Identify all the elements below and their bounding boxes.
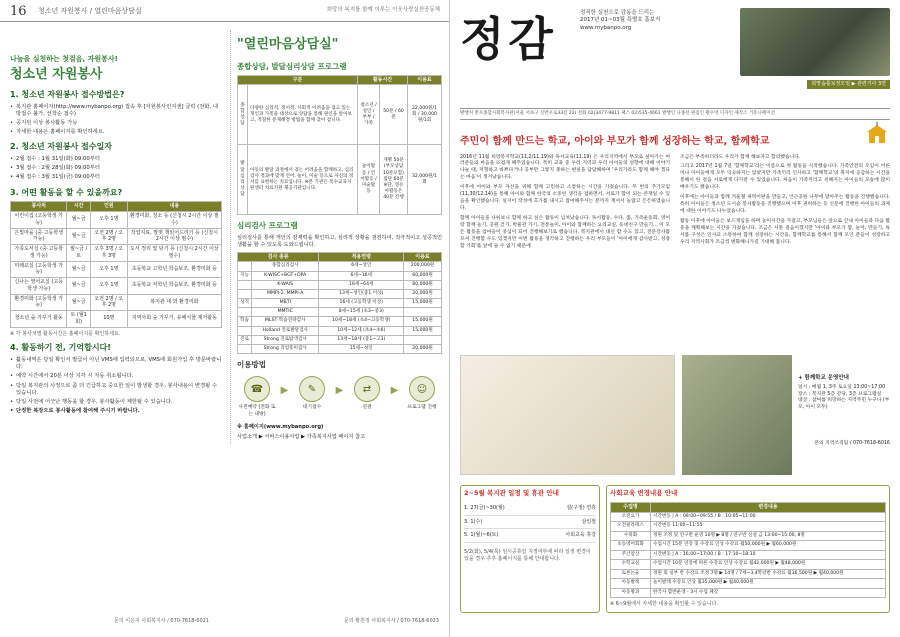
paragraph: 2016년 11월 희망복지학교(11,2/11,19)와 독서교육(11,19) 은 우리지역에서 부모로 살아가는 여러분들의 마음을 뜨겁게 해주었습니다. 특히 교육 중 우리 지역과 우리 아이들의 성향에 대해 이야기 나눌 때, 저형하고 바쁘다거나 공부만 그렇지 못하는 현실을 담담해하며 '우리가라도 함께 해야 겠다는 마음'이 생겨났습니다. xyxy=(460,154,670,181)
c2-footer: 문의 황원정 사회복지사 / 070-7618-6023 xyxy=(344,618,439,625)
step-label: 연결 xyxy=(362,405,372,411)
cell: 월~금 xyxy=(67,278,90,295)
table-header: 시간 xyxy=(67,202,90,212)
step xyxy=(237,376,277,418)
cell: 오후 1명 xyxy=(90,278,127,295)
s1-list xyxy=(10,104,222,137)
publisher-info: 발행처 반포종합사회복지관(서울 서초구 신반포로33길 22) 전화 02)3477-9811 팩스 02)535-4661 발행인 나종선 편집인 황수영 디자인 제작스 거흥니페이션 xyxy=(460,108,890,120)
table-header: 구분 xyxy=(238,75,358,85)
list-item: • 공지된 이상 봉사활동 가능 xyxy=(10,120,222,127)
table-row xyxy=(238,289,442,298)
cell: 종합상담 xyxy=(238,85,248,145)
issue-info: 2017년 01~03월 특별호 홈보지 www.mybanpo.org xyxy=(580,17,661,31)
table-header: 내용 xyxy=(127,202,221,212)
table-note: ※ 각 봉사처별 활동시간은 홈페이지를 확인하세요. xyxy=(10,330,121,337)
cell: 월~금 xyxy=(67,261,90,278)
cell: 진로 xyxy=(238,335,252,344)
cell: 오전요가 xyxy=(611,512,651,522)
table-header: 인원 xyxy=(90,202,127,212)
slogan: 정직한 실천으로 감동을 드리는 xyxy=(580,10,655,16)
cell: K-WISC+BGT+DPA xyxy=(252,271,319,280)
table-header: 봉사처 xyxy=(11,202,67,212)
step-label: 대기접수 xyxy=(302,405,322,411)
table-row xyxy=(238,280,442,289)
cell: 수학교실 xyxy=(611,560,651,570)
cell: 환경미화, 청소 등 (신청시 2시간 이상 필수) xyxy=(127,212,221,229)
cell: 놀이발레 수강료 인상 월35,000원 ▶ 월40,000원 xyxy=(651,579,886,589)
link-icon: ⇄ xyxy=(354,376,380,402)
page-section: 청소년 자원봉사 / 열린마음상담실 xyxy=(38,7,142,15)
list-item: • 당일 사전에 어긋난 행동을 할 경우, 봉사활동이 제한될 수 있습니다. xyxy=(10,399,222,406)
cell: 작업지료, 말벗 책읽어드리기 등 (신청시 2시간 이상 필수) xyxy=(127,228,221,245)
event: 사회교육 휴강 xyxy=(565,532,596,539)
cell: 10세~18세 (초4~고등학생) xyxy=(319,317,404,326)
cell: 10세~12세 (초4~초6) xyxy=(319,326,404,335)
kicker: 나눔을 실천하는 첫걸음, 자원봉사! xyxy=(10,55,118,63)
table-row xyxy=(238,145,442,215)
cell: 가족도서실 (중·고등학생 가능) xyxy=(11,245,67,262)
cell: 60,000원 xyxy=(404,271,442,280)
cell: 한국사 합반운영 - 3시 수업 폐강 xyxy=(651,588,886,598)
cell: 초등학교 고학년 학습보조, 환경미화 등 xyxy=(127,261,221,278)
main-article xyxy=(460,135,890,254)
usage-title: 이용방법 xyxy=(237,360,266,370)
cell: 정원 및 일부 반 수강료 조정 7명 ▶ 14명 / 7세~3,4학년반 수강료 월36,500원 ▶ 월40,000원 xyxy=(651,569,886,579)
cell: 종합심리검사 xyxy=(252,262,319,271)
cell xyxy=(238,289,252,298)
s4-list xyxy=(10,357,222,415)
masthead xyxy=(450,0,900,100)
class-change-box xyxy=(606,485,890,613)
cell: 은빛마을 (중·고등학생 가능) xyxy=(11,228,67,245)
article-photos xyxy=(460,355,890,475)
table-header: 변경내용 xyxy=(651,502,886,512)
cell: 초등영어회화 xyxy=(611,541,651,551)
cell: 200,000원 xyxy=(404,262,442,271)
table-row xyxy=(11,245,222,262)
table-row xyxy=(11,228,222,245)
cell: 13세~성인(중1 이상) xyxy=(319,289,404,298)
list-item: • 3월 접수 : 2월 28일(화) 09:00부터 xyxy=(10,165,222,172)
table-header: 이용료 xyxy=(404,252,442,262)
cell: 도서 정리 및 닦기 등 (신청시 2시간 이상 필수) xyxy=(127,245,221,262)
cell: 15,000원 xyxy=(404,326,442,335)
cell: 개별 50분 (부모상담 10분포함) 집단 60분 ※단, 영유아활동은 40분 진행 xyxy=(380,145,408,215)
homepage-note: ※ 홈페이지(www.mybanpo.org) xyxy=(237,424,324,431)
people-icon: ☺ xyxy=(409,376,435,402)
activity-photo xyxy=(682,355,792,475)
info-boxes xyxy=(460,485,890,613)
cell: 오후 1명 xyxy=(90,261,127,278)
cell: 수업시간 15분 연장 및 수강료 인상 수강료 월50,000원 ▶ 월60,000원 xyxy=(651,541,886,551)
paragraph: 이후에는 아이들과 함께 겨울철 새먹이판을 만들고, 인근공원 나무에 달아주는 활동을 진행했습니다. 특히 아이들은 청소년 도시숲 봉사활동을 진행했으며 이후 권희하는 등 신문에 진행한 아이들의 과제에 대한 이야기도 나누었습니다. xyxy=(680,195,890,215)
cell: 초등학교 저학년 학습보조, 환경미화 등 xyxy=(127,278,221,295)
cell: 아동방과 xyxy=(611,588,651,598)
s1-title: 1. 청소년 자원봉사 접수방법은? xyxy=(10,89,125,99)
table-row xyxy=(238,335,442,344)
date: 1. 27(금)~30(월) xyxy=(464,504,505,511)
cell: 13세~18세 (중1~고3) xyxy=(319,335,404,344)
s3-title: 3. 어떤 활동을 할 수 있을까요? xyxy=(10,187,123,197)
cell: 오후 3명 / 오후 3명 xyxy=(90,245,127,262)
psych-table xyxy=(237,252,442,355)
table-row xyxy=(611,531,886,541)
cell xyxy=(238,262,252,271)
masthead-slogan xyxy=(580,10,700,32)
logo: 정감 xyxy=(460,12,557,66)
list-item xyxy=(464,529,596,543)
cell: Holland 진로발달검사 xyxy=(252,326,319,335)
arrow-icon: ▶ xyxy=(335,385,344,397)
cell: K-WAIS xyxy=(252,280,319,289)
cell: 토 (월1회) xyxy=(67,311,90,328)
table-row xyxy=(611,579,886,589)
cell: 20,000원 xyxy=(404,289,442,298)
list-item: • 단정한 복장으로 봉사활동에 참여해 주시기 바랍니다. xyxy=(10,408,222,415)
cell: 놀이활동 / 언어활동 / 미술활동 xyxy=(358,145,380,215)
cell: 10명 xyxy=(90,311,127,328)
cell: Strong 진로탐색검사 xyxy=(252,335,319,344)
cell: Strong 직업흥미검사 xyxy=(252,345,319,354)
table-row xyxy=(238,308,442,317)
cell: 20,000원 xyxy=(404,345,442,354)
list-item: • 당일 복지관의 사정으로 좀 더 긴급하고 중요한 일이 발생할 경우, 봉사내용이 변경될 수 있습니다. xyxy=(10,383,222,397)
table-row xyxy=(611,560,886,570)
table-row xyxy=(611,541,886,551)
cell: 월~금 xyxy=(67,228,90,245)
counseling-title: "열린마음상담실" xyxy=(237,37,339,52)
step xyxy=(347,376,387,418)
table-row xyxy=(238,271,442,280)
table-header: 활동시간 xyxy=(358,75,408,85)
article-footer: 문의 지역조직팀 / 070-7618-6016 xyxy=(814,441,890,447)
s4-title: 4. 활동하기 전, 기억합시다! xyxy=(10,343,111,353)
cell: 오전 2명 / 오후 2명 xyxy=(90,228,127,245)
page-tagline: 희망의 복지를 함께 이루는 이웃사랑실천공동체 xyxy=(326,7,440,13)
list-item: • 예약 시간에서 20분 이상 지각 시 자동 취소됩니다. xyxy=(10,373,222,380)
paragraph: 활동 이후에 아이들은 보드게임을 하며 놀이시간을 가졌고, 부모님들은 앞으로 산내 아이들과 다음 활동을 계획해보는 시간을 가졌습니다. 조금은 서툰 걸음이겠지만 '아이와 부모가 함, 놀이, 만들기, 독서를 구성은 인사교 소통하여 함께 성장하는 시간을, 함께학교를 통해서 함께 모인 분들이 성장하고 우리 지역사회가 조금씩 변화해나가길 기대해 봅니다. xyxy=(680,219,890,245)
article-title: 주민이 함께 만드는 학교, 아이와 부모가 함께 성장하는 학교, 함께학교 xyxy=(460,136,770,147)
table-header: 적용연령 xyxy=(319,252,404,262)
page-header xyxy=(0,0,450,22)
cell: 다양한 심리적, 정서적, 사회적 어려움을 겪고 있는 개인과 가족을 대상으로 상담을 통해 원인을 알아보고, 적절한 문제해결 방법을 함께 찾아 갑니다. xyxy=(248,85,358,145)
list-item: • 자세한 내용은 홈페이지를 확인하세요. xyxy=(10,129,222,136)
cell: 지역사회 숲 가꾸기, 유해식물 제거활동 xyxy=(127,311,221,328)
cell xyxy=(238,326,252,335)
cell: 32,000원/1회 xyxy=(408,145,442,215)
counseling-table xyxy=(237,75,442,216)
cell: 15세~성인 xyxy=(319,345,404,354)
paragraph: 함께 아이들을 나눠보니 함께 하고 싶은 활동이 넘쳐났습니다. 독서활동, 수다, 춤, 가족운동회, 영어랑 함께 놀기, 공원 걷기, 박물관 가기, 전통놀이, 아이와 함께하는 요리교실, 동네친구 만들기... 이 모든 활동을 엄마들이 중심이 되어 진행해보기로 했습니다. 복지관에서 대신 할 수도 있고, 전문강사를 모셔 진행할 수도 있겠지만 이번 활동을 생각하고 진행하는 우리 부모들이 '아이에게 감사받고, 성장할 기회'를 앞에 둘 수 없기 때문에 xyxy=(460,216,670,249)
list-item: 장소 : 복지관 5층 강당, 3층 프로그램실 xyxy=(798,391,882,397)
schedule-list xyxy=(464,502,596,543)
cell: 월~금 / 토 xyxy=(67,245,90,262)
cell: MMTIC xyxy=(252,308,319,317)
cell: MBTI xyxy=(252,299,319,308)
program-info xyxy=(798,375,890,448)
cell: 수업시간 10분 연장에 따른 수강료 인상 수강료 월42,000원 ▶ 월48,000원 xyxy=(651,560,886,570)
cell: 청소년 / 성인 / 부부 / 가족 xyxy=(358,85,380,145)
cell: 청소년 숲 가꾸기 활동 xyxy=(11,311,67,328)
cell: 지능 xyxy=(238,271,252,280)
cell: 시간변동 | A : 16:00~17:00 / B : 17:10~18:10 xyxy=(651,550,886,560)
cover-photo xyxy=(740,8,890,76)
clipboard-icon: ✎ xyxy=(299,376,325,402)
date: 5. 1(월)~6(토) xyxy=(464,532,499,539)
event: 설(구정) 연휴 xyxy=(566,504,596,511)
cell: MLST 학습전략검사 xyxy=(252,317,319,326)
cell: 오전 2명 / 오후 2명 xyxy=(90,294,127,311)
class-change-note: ※ 6~9월에서 자세한 내용을 확인할 수 있습니다. xyxy=(610,601,718,608)
cell: 8세~15세 (초3~중3) xyxy=(319,308,404,317)
list-item xyxy=(464,502,596,516)
table-header: 이용료 xyxy=(408,75,442,85)
class-change-title: 사회교육 변경내용 안내 xyxy=(610,489,678,497)
cell: 16세 (고등학생 이상) xyxy=(319,299,404,308)
cell: 주산암산 xyxy=(611,550,651,560)
program-title: + 함께학교 운영안내 xyxy=(798,375,849,381)
schedule-note: 5/2(화), 5/4(목) 임시공휴일 지정여부에 따라 일정 변경이 있을 경우 추후 홈페이지를 통해 안내합니다. xyxy=(464,549,591,562)
class-change-table xyxy=(610,502,886,598)
cell: 80,000원 xyxy=(404,280,442,289)
schedule-title: 2~5월 복지관 일정 및 휴관 안내 xyxy=(464,489,559,497)
cell: 토론논술 xyxy=(611,569,651,579)
cell xyxy=(404,335,442,344)
table-row xyxy=(11,261,222,278)
list-item: • 2월 접수 : 1월 31일(화) 09:00부터 xyxy=(10,156,222,163)
step-label: 프로그램 진행 xyxy=(407,405,437,411)
activity-table xyxy=(10,201,222,327)
cell: 어린이집 (고등학생 가능) xyxy=(11,212,67,229)
counseling-subtitle: 종합상담, 발달심리상담 프로그램 xyxy=(237,61,347,71)
cell: 16세~64세 xyxy=(319,280,404,289)
counseling-column xyxy=(230,30,442,444)
cell: 발달심리상담 xyxy=(238,145,248,215)
table-row xyxy=(11,212,222,229)
arrow-icon: ▶ xyxy=(390,385,399,397)
cell: 6세~성인 xyxy=(319,262,404,271)
right-page xyxy=(450,0,900,637)
cell xyxy=(404,308,442,317)
cell xyxy=(238,280,252,289)
table-row xyxy=(238,262,442,271)
cell: 월~금 xyxy=(67,294,90,311)
step-label: 사전예약 (전화 또는 내방) xyxy=(238,405,276,417)
table-row xyxy=(11,294,222,311)
phone-icon: ☎ xyxy=(244,376,270,402)
cell: 시간변동 | A : 09:00~09:55 / B : 10:05~11:00 xyxy=(651,512,886,522)
table-row xyxy=(238,326,442,335)
psych-title: 심리검사 프로그램 xyxy=(237,221,298,231)
arrow-icon: ▶ xyxy=(280,385,289,397)
photo-caption: 희망솜틀보정모임 ▶ 관련기사 3면 xyxy=(807,80,890,89)
handwritten-note-photo xyxy=(460,355,675,475)
list-item: 대상 : 참여를 희망하는 지역주민 누구나 (부모, 아이 모두) xyxy=(798,398,890,410)
cell: 오후 1명 xyxy=(90,212,127,229)
cell: 15,000원 xyxy=(404,317,442,326)
table-row xyxy=(611,550,886,560)
c1-footer: 문의 이은지 사회복지사 / 070-7618-6021 xyxy=(114,618,209,625)
list-item: • 4월 접수 : 3월 31일(금) 09:00부터 xyxy=(10,174,222,181)
table-header: 검사 종류 xyxy=(238,252,319,262)
table-row xyxy=(611,569,886,579)
volunteer-column xyxy=(10,30,222,417)
s2-title: 2. 청소년 자원봉사 접수일자 xyxy=(10,142,112,152)
homepage-path: 사업소개 ▶ 서비스이용사업 ▶ 가족복지사업 페이지 참고 xyxy=(237,434,366,441)
paragraph: 조금은 부족하더라도 우리가 함께 해보자고 합의했습니다. xyxy=(680,154,801,160)
cell: 학습 xyxy=(238,317,252,326)
cell: 6세~16세 xyxy=(319,271,404,280)
date: 3. 1(수) xyxy=(464,518,483,525)
cell: 아동발레 xyxy=(611,579,651,589)
cell: 아동의 발달 과정에서 겪는 어려움을 함께하고, 심리 검사 결과에 맞게 언어, 놀이, 미술 등으로 자신의 정서를 표현하는 치료입니다. ※본 기관은 특수교육지원센터 치료지원 제공기관입니다. xyxy=(248,145,358,215)
schedule-box xyxy=(460,485,600,613)
cell: 신나는 영어교실 (고등학생 가능) xyxy=(11,278,67,295)
cell: 오전필라테스 xyxy=(611,522,651,532)
step xyxy=(402,376,442,418)
table-row xyxy=(238,317,442,326)
page-number: 16 xyxy=(10,4,27,19)
cell: 환경미화 (고등학생 가능) xyxy=(11,294,67,311)
cell: 22,000원/1회 / 30,000원/1회 xyxy=(408,85,442,145)
cell: 50분 / 60분 xyxy=(380,85,408,145)
event: 삼일절 xyxy=(581,518,596,525)
volunteer-title: 청소년 자원봉사 xyxy=(10,67,103,83)
step xyxy=(292,376,332,418)
table-row xyxy=(238,299,442,308)
cell: 성격 xyxy=(238,299,252,308)
table-row xyxy=(238,345,442,354)
table-row xyxy=(11,311,222,328)
table-row xyxy=(611,512,886,522)
cell: 시간변동 11:00~11:55 xyxy=(651,522,886,532)
cell: 월~금 xyxy=(67,212,90,229)
list-item xyxy=(464,516,596,530)
usage-steps xyxy=(237,376,442,418)
cell: MMPI-2, MMPI-A xyxy=(252,289,319,298)
cell: 복지관 내·외 환경미화 xyxy=(127,294,221,311)
s2-list xyxy=(10,156,222,181)
cell: 15,000원 xyxy=(404,299,442,308)
table-header: 수업명 xyxy=(611,502,651,512)
psych-desc: 심리검사를 통해 개인의 잠재력을 확인하고, 심리적 상황을 점검하여, 적극적이고 성공적인 생활을 할 수 있도록 도와드립니다. xyxy=(237,234,442,248)
paragraph: 그리고 2017년 1월 7일 '함께학교'라는 이름으로 첫 활동을 시작했습니다. 가족안전의 모임이 어른이나 아이들에게 모두 익숙하지는 않았지만 가족끼리 인사하고 '함께학교'의 취지에 공감하는 시간을 통해서 한 걸음 서로에게 다가갈 수 있었습니다. 처음이 가족끼리고 친해지는 아이들의 모습에 많이 배우기도 했습니다. xyxy=(680,164,890,191)
paragraph: 이후에 아이와 부모 자신을 위해 함께 고민하고 소통하는 시간을 가졌습니다. 두 번의 추가모임(11,30/12,14)을 통해 아이와 함께 한국의 소중한 생각을 점하면서, 서로가 함이 되는 존재일 수 있음을 확인했습니다. 실지어 작성에 흐가를 내시고 참여해주시는 분까지 계셔서 놀랍고 든든하였습니다. xyxy=(460,185,670,212)
list-item: • 활동내역은 당일 확인서 발급이 아닌 VMS에 입력되므로, VMS에 회원가입 후 방문바랍니다. xyxy=(10,357,222,371)
cell: 미래교실 (고등학생 가능) xyxy=(11,261,67,278)
table-row xyxy=(238,85,442,145)
table-row xyxy=(11,278,222,295)
article-body xyxy=(460,155,890,254)
cell xyxy=(238,308,252,317)
table-row xyxy=(611,588,886,598)
cell: 정원 조정 및 연구반 운영 10명 ▶ 8명 / 연구반 신설 금 13:00~15:00, 8명 xyxy=(651,531,886,541)
table-row xyxy=(611,522,886,532)
cell xyxy=(238,345,252,354)
list-item: • 복지관 홈페이지(http://www.mybanpo.org) 접속 후 [자원봉사인지센] 클릭 (전화, 내방접수 불가, 선착순 접수) xyxy=(10,104,222,118)
list-item: 일시 : 매월 1, 3주 토요일 13:00~17:00 xyxy=(798,385,886,391)
cell: 수묵화 xyxy=(611,531,651,541)
